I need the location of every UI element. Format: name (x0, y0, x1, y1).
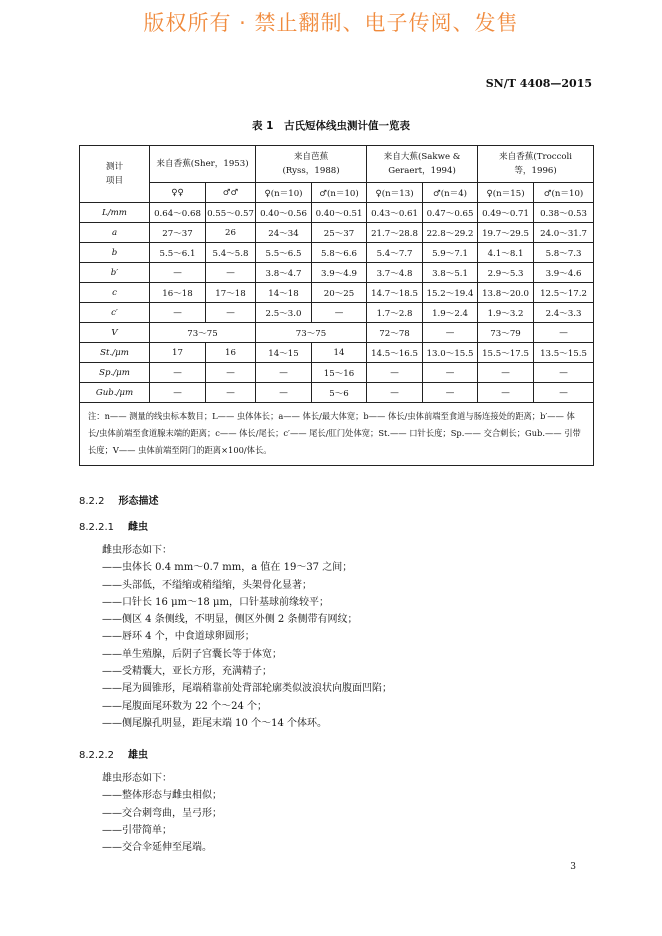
table-cell: — (367, 383, 423, 403)
female-intro: 雌虫形态如下： (102, 545, 172, 556)
table-cell: 14 (312, 343, 367, 363)
table-cell: — (534, 383, 594, 403)
section-heading (79, 746, 148, 761)
table-cell: 1.9～3.2 (478, 303, 534, 323)
measurement-table (79, 145, 594, 466)
table-cell: — (150, 303, 206, 323)
row-label: c (80, 283, 150, 303)
female-list-item: ——头部低，不缢缩或稍缢缩，头架骨化显著； (102, 579, 312, 591)
table-cell: 13.8～20.0 (478, 283, 534, 303)
table-row (80, 343, 594, 363)
table-cell: 5.5～6.1 (150, 243, 206, 263)
table-cell: 2.4～3.3 (534, 303, 594, 323)
table-cell: — (256, 383, 312, 403)
row-label: a (80, 223, 150, 243)
table-cell: 16 (206, 343, 256, 363)
table-row (80, 243, 594, 263)
female-list-item: ——口针长 16 μm～18 μm，口针基球前缘较平； (102, 596, 329, 608)
table-cell: 0.40～0.51 (312, 203, 367, 223)
table-cell: 2.5～3.0 (256, 303, 312, 323)
table-cell: 2.9～5.3 (478, 263, 534, 283)
table-cell: 26 (206, 223, 256, 243)
table-cell: 13.0～15.5 (423, 343, 478, 363)
table-cell: 5.8～7.3 (534, 243, 594, 263)
subheader-cell: ♀(n＝10) (256, 183, 312, 203)
section-title: 形态描述 (118, 496, 159, 507)
table-cell: 15～16 (312, 363, 367, 383)
table-row (80, 283, 594, 303)
table-cell: 4.1～8.1 (478, 243, 534, 263)
table-cell: 16～18 (150, 283, 206, 303)
table-cell: — (206, 383, 256, 403)
table-row (80, 383, 594, 403)
table-cell: 5.5～6.5 (256, 243, 312, 263)
table-cell: 5～6 (312, 383, 367, 403)
subheader-cell: ♂(n＝4) (423, 183, 478, 203)
table-cell: 0.43～0.61 (367, 203, 423, 223)
section-number: 8.2.2 (79, 496, 105, 507)
table-cell: 1.7～2.8 (367, 303, 423, 323)
table-cell: 3.7～4.8 (367, 263, 423, 283)
row-label: b′ (80, 263, 150, 283)
female-list-item: ——受精囊大，亚长方形，充满精子； (102, 666, 272, 678)
table-cell: — (312, 303, 367, 323)
subheader-cell: ♀♀ (150, 183, 206, 203)
table-cell: 15.2～19.4 (423, 283, 478, 303)
subheader-cell: ♂(n＝10) (534, 183, 594, 203)
table-cell: 3.9～4.9 (312, 263, 367, 283)
table-row (80, 223, 594, 243)
table-cell: 21.7～28.8 (367, 223, 423, 243)
row-label: L/mm (80, 203, 150, 223)
table-cell: 17～18 (206, 283, 256, 303)
female-list-item: ——尾为圆锥形，尾端稍靠前处背部轮廓类似波浪状向腹面凹陷； (102, 683, 392, 695)
table-cell: — (150, 383, 206, 403)
table-cell: — (534, 363, 594, 383)
table-cell: 5.4～5.8 (206, 243, 256, 263)
table-cell: 0.49～0.71 (478, 203, 534, 223)
table-row (80, 303, 594, 323)
subheader-cell: ♀(n＝13) (367, 183, 423, 203)
female-list-item: ——侧尾腺孔明显，距尾末端 10 个～14 个体环。 (102, 717, 327, 729)
table-cell: — (206, 363, 256, 383)
female-list-item: ——虫体长 0.4 mm～0.7 mm，a 值在 19～37 之间； (102, 562, 353, 574)
source-header: 来自香蕉(Sher，1953) (150, 146, 256, 183)
table-cell: — (478, 363, 534, 383)
table-cell: 14.7～18.5 (367, 283, 423, 303)
female-list-item: ——唇环 4 个，中食道球卵圆形； (102, 631, 255, 643)
male-list-item: ——交合刺弯曲，呈弓形； (102, 807, 222, 819)
source-header: 来自香蕉(Troccoli 等，1996) (478, 146, 594, 183)
table-cell: 27～37 (150, 223, 206, 243)
table-row (80, 263, 594, 283)
table-cell: 5.9～7.1 (423, 243, 478, 263)
row-label: c′ (80, 303, 150, 323)
table-cell: 3.8～4.7 (256, 263, 312, 283)
table-cell: 0.40～0.56 (256, 203, 312, 223)
section-heading (79, 492, 158, 507)
row-header-cell: 测计 项目 (80, 146, 150, 203)
table-cell: 0.38～0.53 (534, 203, 594, 223)
table-cell: 1.9～2.4 (423, 303, 478, 323)
table-row (80, 203, 594, 223)
table-row (80, 363, 594, 383)
female-list-item: ——侧区 4 条侧线，不明显，侧区外侧 2 条侧带有网纹； (102, 614, 358, 626)
table-cell: 17 (150, 343, 206, 363)
table-cell: — (256, 363, 312, 383)
male-list-item: ——整体形态与雌虫相似； (102, 790, 222, 802)
table-cell: — (534, 323, 594, 343)
table-cell: 72～78 (367, 323, 423, 343)
female-list-item: ——单生殖腺，后阴子宫囊长等于体宽； (102, 648, 282, 660)
table-cell: 12.5～17.2 (534, 283, 594, 303)
subheader-cell: ♀(n＝15) (478, 183, 534, 203)
table-cell: 73～75 (256, 323, 367, 343)
table-cell: 15.5～17.5 (478, 343, 534, 363)
table-cell: — (478, 383, 534, 403)
table-cell: 20～25 (312, 283, 367, 303)
row-label: Gub./μm (80, 383, 150, 403)
subheader-cell: ♂♂ (206, 183, 256, 203)
table-cell: 0.55～0.57 (206, 203, 256, 223)
table-cell: 5.4～7.7 (367, 243, 423, 263)
watermark: 版权所有 · 禁止翻制、电子传阅、发售 (143, 11, 519, 35)
standard-code: SN/T 4408—2015 (485, 77, 592, 90)
table-cell: — (423, 323, 478, 343)
table-cell: — (423, 363, 478, 383)
table-cell: 0.64～0.68 (150, 203, 206, 223)
subheader-cell: ♂(n＝10) (312, 183, 367, 203)
table-cell: — (150, 263, 206, 283)
table-cell: 14～18 (256, 283, 312, 303)
table-cell: 0.47～0.65 (423, 203, 478, 223)
table-cell: 3.8～5.1 (423, 263, 478, 283)
table-cell: — (367, 363, 423, 383)
table-cell: 5.8～6.6 (312, 243, 367, 263)
table-cell: 13.5～15.5 (534, 343, 594, 363)
table-cell: — (150, 363, 206, 383)
table-cell: 14～15 (256, 343, 312, 363)
source-header: 来自大蕉(Sakwe & Geraert，1994) (367, 146, 478, 183)
table-cell: 25～37 (312, 223, 367, 243)
male-intro: 雄虫形态如下： (102, 773, 172, 784)
table-cell: 73～75 (150, 323, 256, 343)
section-heading (79, 518, 148, 533)
table-cell: 19.7～29.5 (478, 223, 534, 243)
table-row (80, 323, 594, 343)
table-cell: — (423, 383, 478, 403)
male-list-item: ——交合伞延伸至尾端。 (102, 842, 212, 854)
table-cell: 22.8～29.2 (423, 223, 478, 243)
section-number: 8.2.2.1 (79, 522, 114, 533)
source-header: 来自芭蕉 (Ryss，1988) (256, 146, 367, 183)
row-label: V (80, 323, 150, 343)
row-label: Sp./μm (80, 363, 150, 383)
section-title: 雌虫 (128, 522, 148, 533)
male-description (102, 770, 222, 856)
section-title: 雄虫 (128, 750, 148, 761)
table-title: 表 1 古氏短体线虫测计值一览表 (252, 120, 410, 132)
row-label: b (80, 243, 150, 263)
table-cell: — (206, 263, 256, 283)
row-label: St./μm (80, 343, 150, 363)
male-list-item: ——引带简单； (102, 824, 172, 836)
table-cell: 73～79 (478, 323, 534, 343)
table-cell: — (206, 303, 256, 323)
table-cell: 24～34 (256, 223, 312, 243)
table-cell: 24.0～31.7 (534, 223, 594, 243)
female-description (102, 542, 392, 732)
table-note: 注：n—— 测量的线虫标本数目；L—— 虫体体长；a—— 体长/最大体宽；b—— 体长/虫体前端至食道与肠连接处的距离；b′—— 体长/虫体前端至食道腺末端的距离；c—— 体长/尾长；c′—— 尾长/肛门处体宽；St.—— 口针长度；Sp.—— 交合刺长；Gub.—— 引带长度；V—— 虫体前端至阴门的距离×100/体长。 (80, 403, 594, 466)
female-list-item: ——尾腹面尾环数为 22 个～24 个； (102, 700, 267, 712)
page-number: 3 (570, 862, 576, 872)
section-number: 8.2.2.2 (79, 750, 114, 761)
table-cell: 14.5～16.5 (367, 343, 423, 363)
table-cell: 3.9～4.6 (534, 263, 594, 283)
